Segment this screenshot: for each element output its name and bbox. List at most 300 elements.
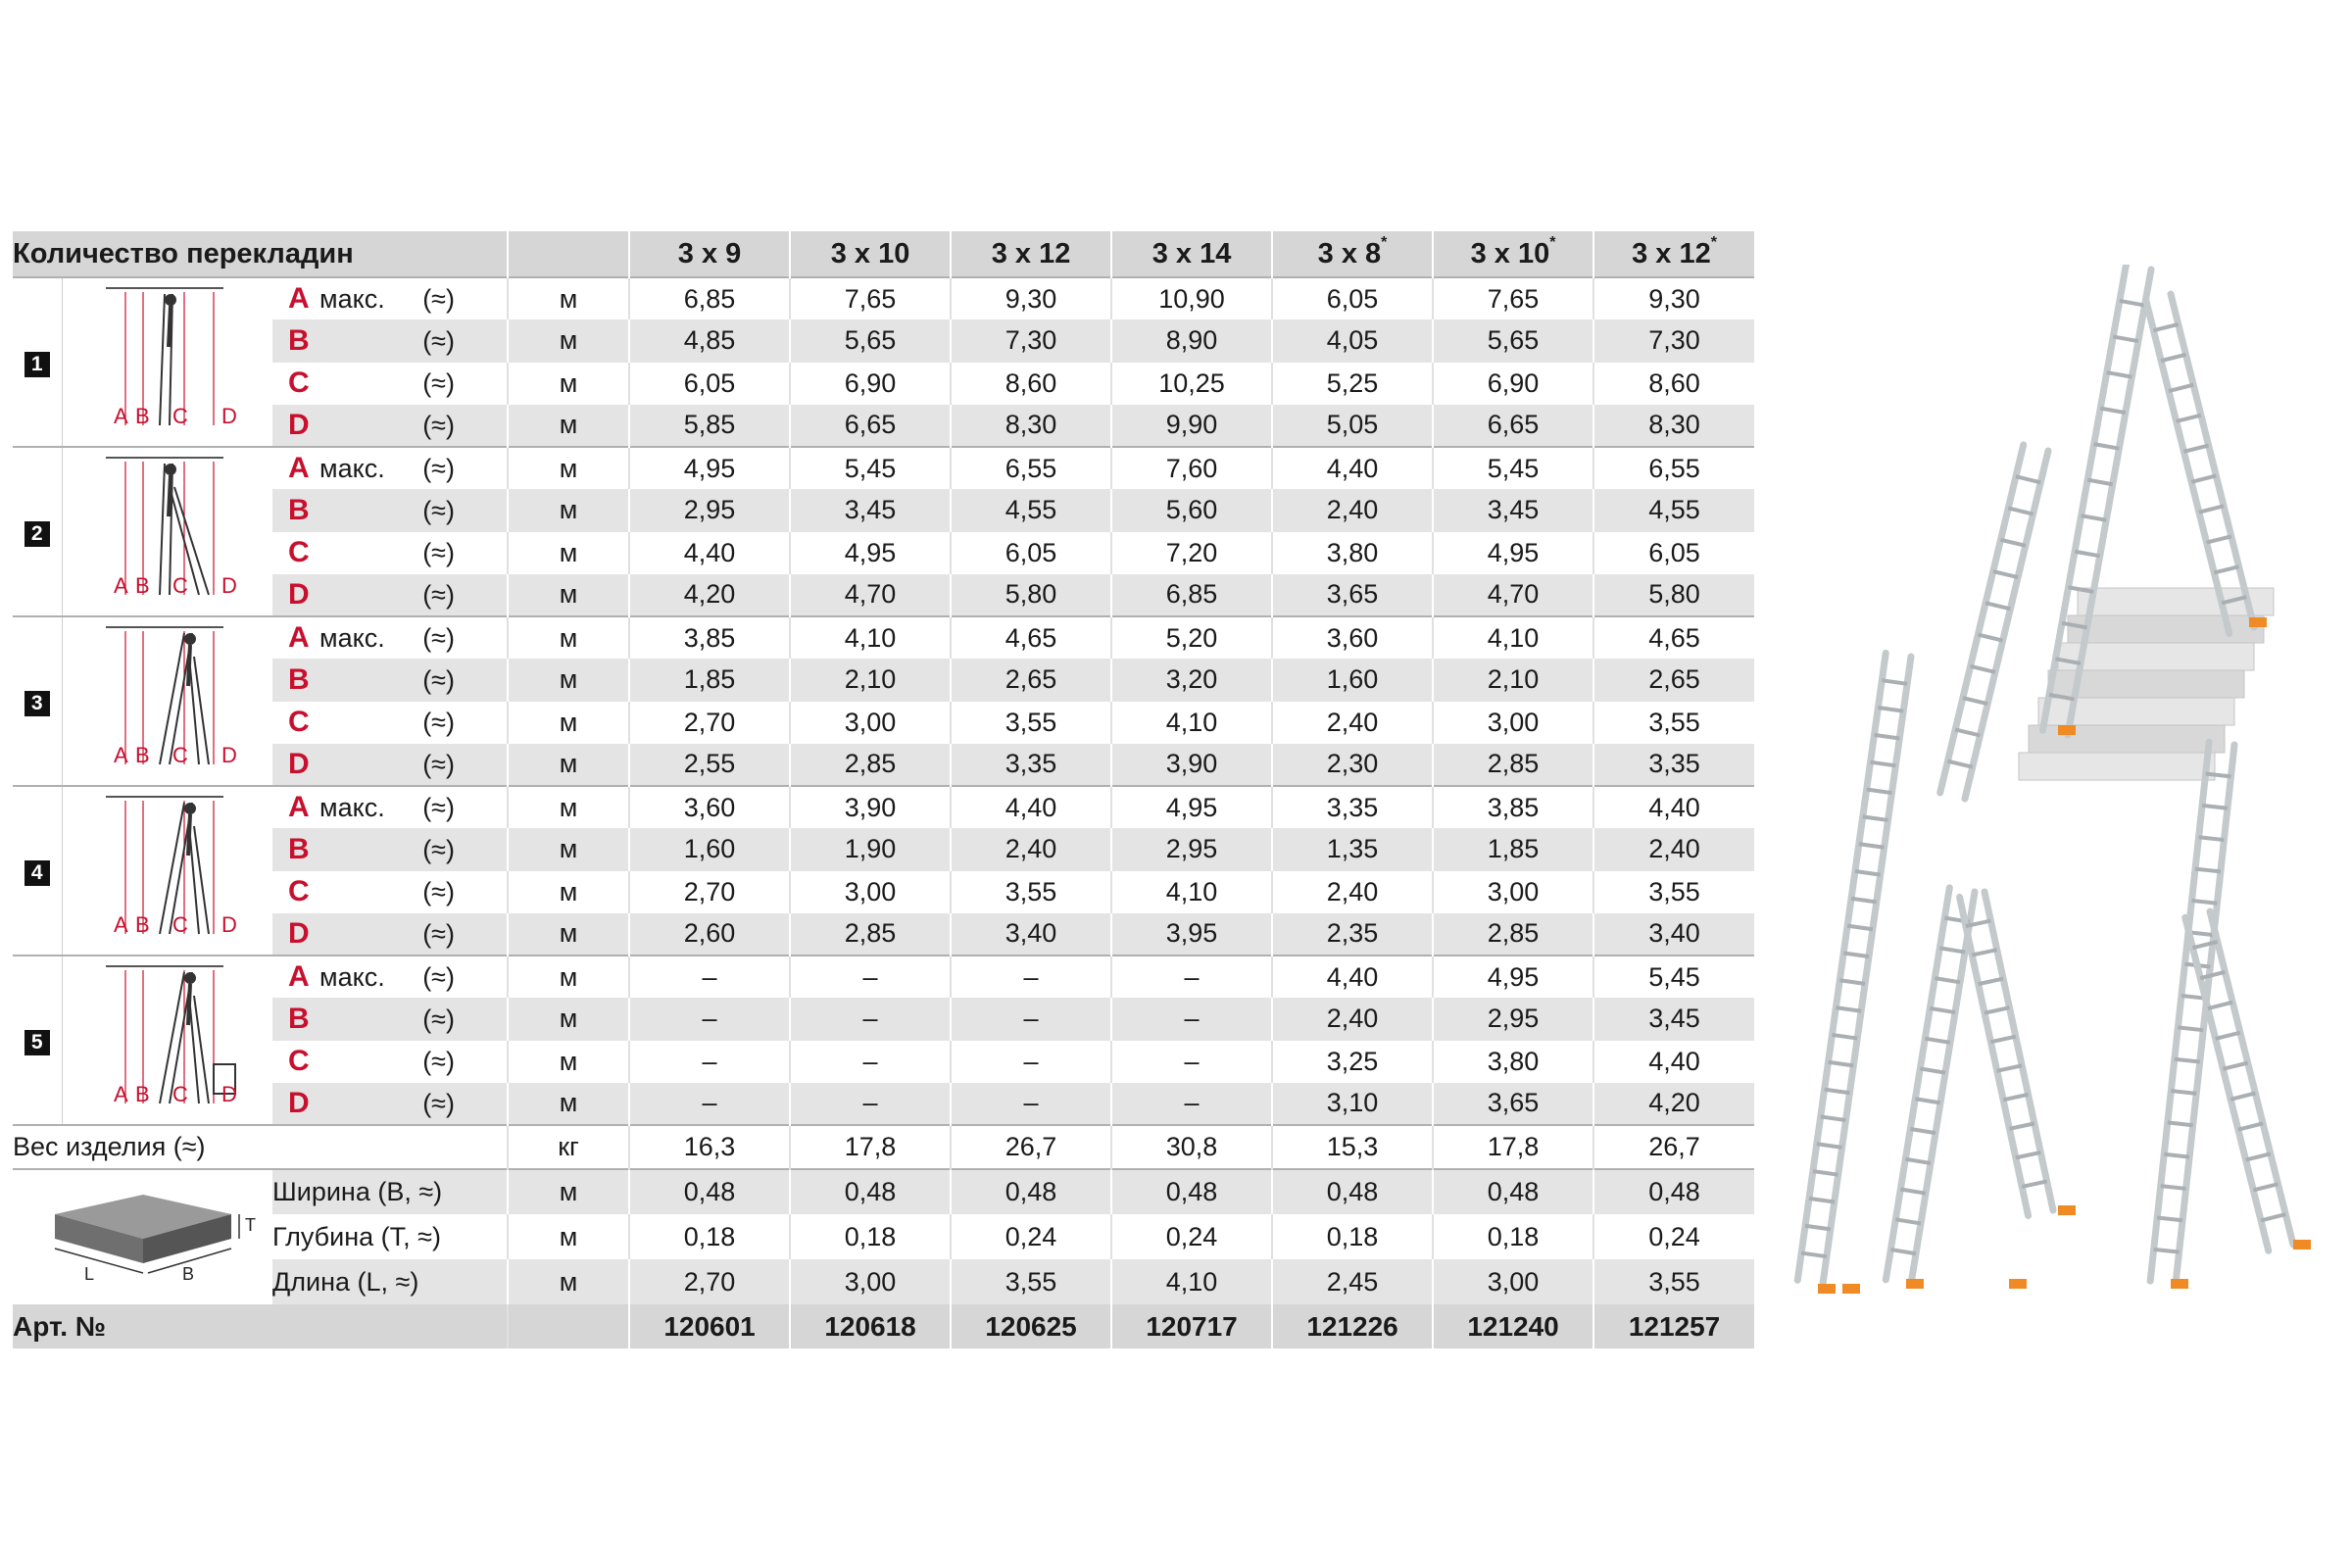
value-cell: 7,65 bbox=[790, 277, 951, 319]
value-cell: 5,45 bbox=[1433, 447, 1593, 489]
ladder-section bbox=[2150, 742, 2234, 1284]
value-cell: 3,55 bbox=[951, 702, 1111, 744]
value-cell: 7,65 bbox=[1433, 277, 1593, 319]
dimension-value: 2,70 bbox=[629, 1259, 790, 1304]
value-cell: 2,55 bbox=[629, 744, 790, 786]
value-cell: 6,05 bbox=[629, 363, 790, 405]
value-cell: 8,60 bbox=[1593, 363, 1754, 405]
ladder-position-diagram-icon bbox=[67, 956, 268, 1117]
table-row bbox=[13, 871, 1754, 913]
model-mark: * bbox=[1710, 233, 1717, 251]
dimension-unit: м bbox=[508, 1169, 629, 1214]
diagram-cell bbox=[62, 447, 272, 616]
weight-value: 30,8 bbox=[1111, 1125, 1272, 1169]
value-cell: – bbox=[629, 1041, 790, 1083]
model-label: 3 x 10 bbox=[1470, 237, 1550, 270]
row-approx: (≈) bbox=[422, 793, 455, 823]
value-cell: 3,95 bbox=[1111, 913, 1272, 956]
value-cell: 6,55 bbox=[951, 447, 1111, 489]
value-cell: – bbox=[951, 1083, 1111, 1125]
value-cell: 2,95 bbox=[1111, 828, 1272, 870]
row-label bbox=[272, 319, 508, 362]
row-letter: D bbox=[288, 577, 310, 611]
ladder-foot bbox=[2293, 1240, 2311, 1250]
row-approx: (≈) bbox=[422, 664, 455, 695]
row-label bbox=[272, 405, 508, 447]
value-cell: 4,95 bbox=[1433, 532, 1593, 574]
row-label bbox=[272, 447, 508, 489]
article-unit-cell bbox=[508, 1304, 629, 1348]
weight-value: 16,3 bbox=[629, 1125, 790, 1169]
model-label: 3 x 8 bbox=[1317, 237, 1382, 270]
ladder-foot bbox=[2249, 617, 2267, 627]
spec-table bbox=[13, 231, 1754, 1348]
value-cell: 4,10 bbox=[1433, 616, 1593, 659]
value-cell: – bbox=[951, 956, 1111, 998]
value-cell: 3,00 bbox=[1433, 702, 1593, 744]
value-cell: 6,65 bbox=[1433, 405, 1593, 447]
value-cell: 2,40 bbox=[1272, 489, 1433, 531]
row-label-text: макс. bbox=[319, 454, 385, 484]
value-cell: 2,35 bbox=[1272, 913, 1433, 956]
row-label bbox=[272, 871, 508, 913]
row-approx: (≈) bbox=[422, 962, 455, 993]
row-label bbox=[272, 786, 508, 828]
value-cell: 6,55 bbox=[1593, 447, 1754, 489]
diagram-letter: B bbox=[135, 1082, 150, 1106]
table-row bbox=[13, 998, 1754, 1040]
table-row bbox=[13, 363, 1754, 405]
value-cell: 3,55 bbox=[951, 871, 1111, 913]
dimension-value: 3,00 bbox=[1433, 1259, 1593, 1304]
model-header bbox=[790, 231, 951, 277]
row-label bbox=[272, 998, 508, 1040]
value-cell: 6,85 bbox=[629, 277, 790, 319]
value-cell: 9,30 bbox=[1593, 277, 1754, 319]
package-dimension-label: L bbox=[83, 1264, 94, 1284]
row-approx: (≈) bbox=[422, 834, 455, 864]
value-cell: 3,40 bbox=[1593, 913, 1754, 956]
article-row bbox=[13, 1304, 1754, 1348]
model-label: 3 x 10 bbox=[830, 237, 910, 270]
dimension-value: 0,18 bbox=[1433, 1214, 1593, 1259]
ladder-foot bbox=[2058, 725, 2076, 735]
diagram-letter: B bbox=[135, 404, 150, 428]
value-cell: 8,30 bbox=[951, 405, 1111, 447]
value-cell: 4,10 bbox=[790, 616, 951, 659]
value-cell: 2,40 bbox=[1272, 998, 1433, 1040]
row-letter: D bbox=[288, 747, 310, 780]
row-label bbox=[272, 277, 508, 319]
dimension-value: 0,48 bbox=[1593, 1169, 1754, 1214]
model-header bbox=[1111, 231, 1272, 277]
value-cell: 3,45 bbox=[1593, 998, 1754, 1040]
unit-cell: м bbox=[508, 786, 629, 828]
value-cell: 2,85 bbox=[1433, 913, 1593, 956]
value-cell: 1,85 bbox=[1433, 828, 1593, 870]
value-cell: – bbox=[951, 1041, 1111, 1083]
value-cell: 3,55 bbox=[1593, 871, 1754, 913]
model-label: 3 x 12 bbox=[1632, 237, 1711, 270]
model-header bbox=[1593, 231, 1754, 277]
value-cell: 5,60 bbox=[1111, 489, 1272, 531]
dimension-value: 0,48 bbox=[629, 1169, 790, 1214]
row-label bbox=[272, 363, 508, 405]
ladder-section bbox=[1886, 888, 1975, 1284]
weight-value: 15,3 bbox=[1272, 1125, 1433, 1169]
row-approx: (≈) bbox=[422, 454, 455, 484]
unit-cell: м bbox=[508, 405, 629, 447]
value-cell: 3,55 bbox=[1593, 702, 1754, 744]
ladder-position-diagram-icon bbox=[67, 617, 268, 778]
dimension-value: 0,48 bbox=[1111, 1169, 1272, 1214]
article-number: 120601 bbox=[629, 1304, 790, 1348]
unit-cell: м bbox=[508, 913, 629, 956]
article-number: 121240 bbox=[1433, 1304, 1593, 1348]
header-unit-cell bbox=[508, 231, 629, 277]
row-letter: B bbox=[288, 832, 310, 865]
row-letter: B bbox=[288, 662, 310, 696]
value-cell: 2,70 bbox=[629, 702, 790, 744]
row-label bbox=[272, 744, 508, 786]
row-letter: C bbox=[288, 1045, 310, 1078]
row-letter: D bbox=[288, 1086, 310, 1119]
value-cell: 2,60 bbox=[629, 913, 790, 956]
row-approx: (≈) bbox=[422, 1004, 455, 1034]
value-cell: 2,40 bbox=[951, 828, 1111, 870]
table-row bbox=[13, 786, 1754, 828]
value-cell: 6,05 bbox=[1272, 277, 1433, 319]
value-cell: 3,65 bbox=[1433, 1083, 1593, 1125]
value-cell: 2,95 bbox=[629, 489, 790, 531]
dimension-value: 3,55 bbox=[951, 1259, 1111, 1304]
value-cell: 7,30 bbox=[1593, 319, 1754, 362]
ladder-foot bbox=[2058, 1205, 2076, 1215]
value-cell: – bbox=[629, 998, 790, 1040]
value-cell: 3,40 bbox=[951, 913, 1111, 956]
ladder-foot bbox=[1842, 1284, 1860, 1294]
value-cell: 6,05 bbox=[1593, 532, 1754, 574]
row-approx: (≈) bbox=[422, 495, 455, 525]
value-cell: 4,70 bbox=[790, 574, 951, 616]
diagram-letter: D bbox=[221, 1082, 238, 1106]
row-approx: (≈) bbox=[422, 877, 455, 907]
package-dimension-label: T bbox=[244, 1215, 256, 1235]
unit-cell: м bbox=[508, 532, 629, 574]
ladder-section bbox=[1960, 892, 2053, 1215]
value-cell: 4,40 bbox=[629, 532, 790, 574]
dimension-value: 0,48 bbox=[790, 1169, 951, 1214]
row-letter: A bbox=[288, 452, 310, 485]
unit-cell: м bbox=[508, 1083, 629, 1125]
table-row bbox=[13, 319, 1754, 362]
table-row bbox=[13, 1041, 1754, 1083]
value-cell: 2,85 bbox=[790, 744, 951, 786]
value-cell: 4,40 bbox=[1272, 447, 1433, 489]
value-cell: 2,30 bbox=[1272, 744, 1433, 786]
dimension-value: 0,48 bbox=[951, 1169, 1111, 1214]
diagram-letter: A bbox=[114, 404, 128, 428]
value-cell: 3,00 bbox=[1433, 871, 1593, 913]
value-cell: 9,90 bbox=[1111, 405, 1272, 447]
value-cell: 3,35 bbox=[951, 744, 1111, 786]
package-diagram-cell bbox=[13, 1169, 272, 1304]
diagram-letter: C bbox=[172, 573, 189, 598]
row-approx: (≈) bbox=[422, 538, 455, 568]
value-cell: 5,25 bbox=[1272, 363, 1433, 405]
value-cell: 5,45 bbox=[1593, 956, 1754, 998]
unit-cell: м bbox=[508, 574, 629, 616]
value-cell: 4,95 bbox=[790, 532, 951, 574]
value-cell: 6,90 bbox=[790, 363, 951, 405]
ladder-foot bbox=[2171, 1279, 2188, 1289]
value-cell: 3,35 bbox=[1593, 744, 1754, 786]
row-approx: (≈) bbox=[422, 325, 455, 356]
unit-cell: м bbox=[508, 828, 629, 870]
row-label bbox=[272, 574, 508, 616]
dimension-value: 3,00 bbox=[790, 1259, 951, 1304]
weight-value: 26,7 bbox=[1593, 1125, 1754, 1169]
diagram-cell bbox=[62, 786, 272, 956]
position-badge: 3 bbox=[24, 691, 50, 716]
ladder-product-photo bbox=[1764, 265, 2352, 1343]
position-badge-cell bbox=[13, 786, 62, 956]
diagram-letter: D bbox=[221, 912, 238, 937]
diagram-letter: C bbox=[172, 1082, 189, 1106]
value-cell: 4,10 bbox=[1111, 702, 1272, 744]
package-box-icon bbox=[25, 1170, 261, 1298]
value-cell: 2,40 bbox=[1593, 828, 1754, 870]
value-cell: 3,45 bbox=[1433, 489, 1593, 531]
value-cell: 7,30 bbox=[951, 319, 1111, 362]
row-label bbox=[272, 956, 508, 998]
value-cell: 2,65 bbox=[1593, 659, 1754, 701]
value-cell: 3,00 bbox=[790, 702, 951, 744]
article-number: 120618 bbox=[790, 1304, 951, 1348]
value-cell: 3,65 bbox=[1272, 574, 1433, 616]
value-cell: 4,95 bbox=[1433, 956, 1593, 998]
value-cell: 6,90 bbox=[1433, 363, 1593, 405]
unit-cell: м bbox=[508, 616, 629, 659]
value-cell: 5,05 bbox=[1272, 405, 1433, 447]
position-badge-cell bbox=[13, 616, 62, 786]
row-label-text: макс. bbox=[319, 793, 385, 823]
model-label: 3 x 9 bbox=[677, 237, 742, 270]
diagram-cell bbox=[62, 616, 272, 786]
diagram-letter: A bbox=[114, 1082, 128, 1106]
value-cell: – bbox=[629, 956, 790, 998]
value-cell: 4,40 bbox=[1593, 786, 1754, 828]
position-badge-cell bbox=[13, 447, 62, 616]
unit-cell: м bbox=[508, 489, 629, 531]
row-label-text: макс. bbox=[319, 962, 385, 993]
diagram-letter: B bbox=[135, 912, 150, 937]
value-cell: 6,85 bbox=[1111, 574, 1272, 616]
value-cell: 4,40 bbox=[951, 786, 1111, 828]
row-label-text: макс. bbox=[319, 623, 385, 654]
weight-value: 17,8 bbox=[1433, 1125, 1593, 1169]
value-cell: – bbox=[1111, 1041, 1272, 1083]
value-cell: 4,95 bbox=[1111, 786, 1272, 828]
dimension-value: 4,10 bbox=[1111, 1259, 1272, 1304]
value-cell: 3,60 bbox=[1272, 616, 1433, 659]
dimension-value: 0,24 bbox=[1111, 1214, 1272, 1259]
value-cell: 8,30 bbox=[1593, 405, 1754, 447]
value-cell: 4,55 bbox=[1593, 489, 1754, 531]
diagram-letter: D bbox=[221, 573, 238, 598]
value-cell: 1,60 bbox=[1272, 659, 1433, 701]
row-label bbox=[272, 532, 508, 574]
value-cell: 4,95 bbox=[629, 447, 790, 489]
ladder-position-diagram-icon bbox=[67, 448, 268, 609]
value-cell: – bbox=[790, 998, 951, 1040]
row-letter: A bbox=[288, 960, 310, 994]
unit-cell: м bbox=[508, 871, 629, 913]
row-letter: C bbox=[288, 706, 310, 739]
model-header bbox=[629, 231, 790, 277]
dimension-row bbox=[13, 1169, 1754, 1214]
table-row bbox=[13, 1083, 1754, 1125]
diagram-letter: B bbox=[135, 743, 150, 767]
value-cell: 4,65 bbox=[951, 616, 1111, 659]
value-cell: 8,90 bbox=[1111, 319, 1272, 362]
model-header bbox=[951, 231, 1111, 277]
row-approx: (≈) bbox=[422, 1047, 455, 1077]
row-letter: A bbox=[288, 791, 310, 824]
unit-cell: м bbox=[508, 363, 629, 405]
row-approx: (≈) bbox=[422, 918, 455, 949]
table-row bbox=[13, 659, 1754, 701]
value-cell: 4,05 bbox=[1272, 319, 1433, 362]
value-cell: – bbox=[1111, 998, 1272, 1040]
value-cell: 5,80 bbox=[1593, 574, 1754, 616]
unit-cell: м bbox=[508, 1041, 629, 1083]
header-title: Количество перекладин bbox=[13, 237, 354, 270]
dimension-unit: м bbox=[508, 1214, 629, 1259]
row-letter: D bbox=[288, 408, 310, 441]
value-cell: 2,85 bbox=[790, 913, 951, 956]
value-cell: – bbox=[790, 956, 951, 998]
dimension-unit: м bbox=[508, 1259, 629, 1304]
table-row bbox=[13, 702, 1754, 744]
diagram-cell bbox=[62, 277, 272, 447]
value-cell: 8,60 bbox=[951, 363, 1111, 405]
dimension-label: Длина (L, ≈) bbox=[272, 1266, 419, 1297]
dimension-label: Ширина (B, ≈) bbox=[272, 1169, 508, 1214]
value-cell: 4,55 bbox=[951, 489, 1111, 531]
value-cell: 2,40 bbox=[1272, 702, 1433, 744]
unit-cell: м bbox=[508, 659, 629, 701]
value-cell: 3,35 bbox=[1272, 786, 1433, 828]
ladder-position-diagram-icon bbox=[67, 787, 268, 948]
row-approx: (≈) bbox=[422, 708, 455, 738]
article-number: 121226 bbox=[1272, 1304, 1433, 1348]
value-cell: 1,90 bbox=[790, 828, 951, 870]
model-header bbox=[1272, 231, 1433, 277]
row-label bbox=[272, 702, 508, 744]
dimension-value: 0,18 bbox=[629, 1214, 790, 1259]
value-cell: – bbox=[1111, 956, 1272, 998]
row-letter: C bbox=[288, 875, 310, 908]
unit-cell: м bbox=[508, 956, 629, 998]
weight-value: 17,8 bbox=[790, 1125, 951, 1169]
unit-cell: м bbox=[508, 702, 629, 744]
diagram-letter: C bbox=[172, 743, 189, 767]
row-label bbox=[272, 1041, 508, 1083]
ladder-foot bbox=[1818, 1284, 1836, 1294]
row-label bbox=[272, 616, 508, 659]
value-cell: 2,10 bbox=[1433, 659, 1593, 701]
dimension-value: 0,18 bbox=[790, 1214, 951, 1259]
position-badge-cell bbox=[13, 277, 62, 447]
row-label bbox=[272, 913, 508, 956]
value-cell: 3,90 bbox=[790, 786, 951, 828]
value-cell: 4,10 bbox=[1111, 871, 1272, 913]
row-letter: D bbox=[288, 916, 310, 950]
value-cell: 1,60 bbox=[629, 828, 790, 870]
value-cell: – bbox=[790, 1083, 951, 1125]
row-letter: A bbox=[288, 621, 310, 655]
row-letter: C bbox=[288, 367, 310, 400]
dimension-value: 0,48 bbox=[1433, 1169, 1593, 1214]
diagram-letter: D bbox=[221, 743, 238, 767]
row-approx: (≈) bbox=[422, 284, 455, 315]
table-row bbox=[13, 744, 1754, 786]
ladder-section bbox=[2146, 294, 2254, 633]
row-label bbox=[272, 828, 508, 870]
position-badge: 2 bbox=[24, 521, 50, 547]
value-cell: 5,65 bbox=[790, 319, 951, 362]
unit-cell: м bbox=[508, 447, 629, 489]
row-approx: (≈) bbox=[422, 368, 455, 399]
dimension-value: 0,24 bbox=[1593, 1214, 1754, 1259]
value-cell: 5,85 bbox=[629, 405, 790, 447]
row-label bbox=[272, 659, 508, 701]
weight-value: 26,7 bbox=[951, 1125, 1111, 1169]
value-cell: 9,30 bbox=[951, 277, 1111, 319]
row-letter: B bbox=[288, 1002, 310, 1035]
ladder-position-diagram-icon bbox=[67, 278, 268, 439]
table-row bbox=[13, 956, 1754, 998]
row-label bbox=[272, 1083, 508, 1125]
position-badge: 1 bbox=[24, 352, 50, 377]
unit-cell: м bbox=[508, 998, 629, 1040]
article-number: 120625 bbox=[951, 1304, 1111, 1348]
row-approx: (≈) bbox=[422, 623, 455, 654]
article-number: 121257 bbox=[1593, 1304, 1754, 1348]
dimension-value: 0,48 bbox=[1272, 1169, 1433, 1214]
value-cell: 3,00 bbox=[790, 871, 951, 913]
table-row bbox=[13, 574, 1754, 616]
diagram-letter: A bbox=[114, 573, 128, 598]
row-approx: (≈) bbox=[422, 1088, 455, 1118]
article-number: 120717 bbox=[1111, 1304, 1272, 1348]
dimension-row bbox=[13, 1259, 1754, 1304]
value-cell: – bbox=[629, 1083, 790, 1125]
diagram-letter: D bbox=[221, 404, 238, 428]
model-label: 3 x 12 bbox=[991, 237, 1071, 270]
weight-unit: кг bbox=[508, 1125, 629, 1169]
dimension-value: 0,18 bbox=[1272, 1214, 1433, 1259]
table-row bbox=[13, 405, 1754, 447]
value-cell: – bbox=[951, 998, 1111, 1040]
value-cell: 4,85 bbox=[629, 319, 790, 362]
ladder-foot bbox=[1906, 1279, 1924, 1289]
row-letter: B bbox=[288, 493, 310, 526]
row-label bbox=[272, 489, 508, 531]
model-header bbox=[1433, 231, 1593, 277]
value-cell: 2,40 bbox=[1272, 871, 1433, 913]
